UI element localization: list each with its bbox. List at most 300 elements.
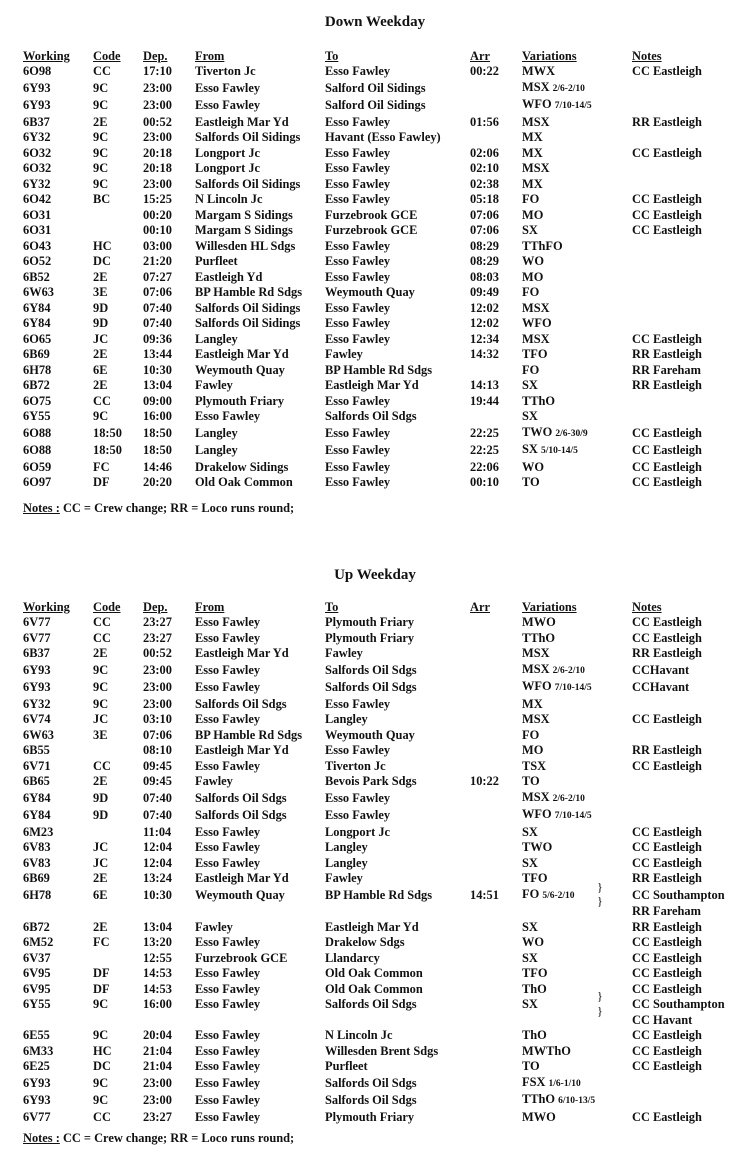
- cell-to: Tiverton Jc: [325, 758, 386, 773]
- cell-dep: 23:00: [143, 680, 172, 694]
- cell-code: 9C: [93, 80, 109, 95]
- cell-to: Esso Fawley: [325, 114, 391, 129]
- cell-arr: [470, 1044, 522, 1060]
- table-row: [23, 871, 738, 887]
- down-weekday-rows: [23, 64, 738, 491]
- cell-dep: 08:10: [143, 743, 172, 757]
- cell-dep: 13:04: [143, 378, 172, 392]
- up-weekday-table: [23, 600, 738, 1125]
- cell-working: 6M33: [23, 1043, 54, 1058]
- cell-to: Esso Fawley: [325, 176, 391, 191]
- down-notes-footnote: [23, 500, 294, 516]
- notes-label: Notes :: [23, 501, 60, 515]
- cell-arr: 10:22: [470, 774, 499, 788]
- variation-code: SX: [522, 950, 538, 965]
- cell-code: CC: [93, 758, 111, 773]
- cell-to: Salfords Oil Sdgs: [325, 1093, 417, 1107]
- cell-to: Willesden Brent Sdgs: [325, 1043, 439, 1058]
- cell-working: 6V71: [23, 758, 51, 773]
- cell-working: 6B72: [23, 919, 50, 934]
- cell-to: Esso Fawley: [325, 443, 391, 457]
- cell-arr: 01:56: [470, 114, 499, 129]
- cell-dep: 13:04: [143, 919, 172, 934]
- table-row: [23, 270, 738, 286]
- table-row: [23, 904, 738, 920]
- cell-arr: 14:13: [470, 378, 499, 392]
- cell-working: 6Y32: [23, 176, 51, 191]
- cell-arr: 00:10: [470, 475, 499, 489]
- table-row: [23, 935, 738, 951]
- header-dep: Dep.: [143, 49, 168, 63]
- table-header-row: [23, 49, 738, 64]
- cell-working: 6B69: [23, 871, 50, 885]
- table-row: [23, 1044, 738, 1060]
- cell-from: Esso Fawley: [195, 712, 261, 726]
- variation-code: MO: [522, 743, 544, 757]
- variation-code: MSX: [522, 331, 550, 346]
- cell-arr: 12:34: [470, 331, 499, 346]
- cell-code: 3E: [93, 727, 108, 742]
- variation-code: FSX: [522, 1074, 546, 1089]
- cell-dep: 00:20: [143, 207, 172, 222]
- cell-dep: 23:00: [143, 1075, 172, 1090]
- cell-to: Fawley: [325, 871, 363, 885]
- cell-variations: [522, 920, 632, 936]
- cell-from: Eastleigh Mar Yd: [195, 347, 289, 361]
- cell-from: Esso Fawley: [195, 981, 261, 996]
- cell-arr: [470, 712, 522, 728]
- cell-arr: 22:06: [470, 459, 499, 474]
- variation-code: WFO: [522, 316, 552, 330]
- table-row: [23, 920, 738, 936]
- cell-to: Plymouth Friary: [325, 1109, 415, 1124]
- cell-working: 6O32: [23, 161, 52, 175]
- cell-arr: [470, 130, 522, 146]
- cell-variations: [522, 285, 632, 301]
- cell-dep: [143, 1013, 195, 1029]
- cell-to: Eastleigh Mar Yd: [325, 378, 419, 392]
- cell-code: 9C: [93, 409, 109, 423]
- cell-to: Langley: [325, 855, 368, 870]
- header-variations: Variations: [522, 600, 577, 614]
- cell-from: Drakelow Sidings: [195, 459, 289, 474]
- cell-working: [23, 904, 93, 920]
- cell-to: Salfords Oil Sdgs: [325, 409, 417, 423]
- table-row: [23, 807, 738, 825]
- cell-variations: [522, 394, 632, 410]
- cell-working: 6B37: [23, 114, 50, 129]
- cell-variations: [522, 646, 632, 662]
- table-row: [23, 442, 738, 460]
- variation-code: TFO: [522, 347, 548, 361]
- cell-arr: [470, 1028, 522, 1044]
- notes-text: CC = Crew change; RR = Loco runs round;: [62, 501, 295, 515]
- cell-dep: 18:50: [143, 443, 172, 457]
- cell-variations: [522, 332, 632, 348]
- cell-variations: [522, 347, 632, 363]
- cell-from: Esso Fawley: [195, 758, 261, 773]
- cell-dep: 23:00: [143, 696, 172, 711]
- cell-code: [93, 904, 143, 920]
- cell-notes: [632, 97, 738, 115]
- cell-arr: 08:29: [470, 238, 499, 253]
- cell-working: 6M52: [23, 935, 54, 949]
- table-row: [23, 1075, 738, 1093]
- variation-dates: 2/6-2/10: [552, 793, 585, 804]
- cell-dep: 00:52: [143, 646, 172, 660]
- table-row: [23, 1092, 738, 1110]
- table-row: [23, 825, 738, 841]
- cell-dep: 20:20: [143, 475, 172, 489]
- variation-dates: 7/10-14/5: [554, 683, 592, 693]
- cell-working: 6O88: [23, 443, 52, 457]
- cell-from: Langley: [195, 443, 238, 457]
- cell-from: Esso Fawley: [195, 98, 261, 112]
- cell-arr: [470, 363, 522, 379]
- header-variations: Variations: [522, 49, 577, 63]
- cell-from: Weymouth Quay: [195, 362, 285, 377]
- cell-to: Fawley: [325, 646, 363, 660]
- header-from: From: [195, 600, 225, 614]
- variation-code: MSX: [522, 300, 550, 315]
- cell-notes: CC Eastleigh: [632, 64, 702, 78]
- cell-arr: [470, 80, 522, 98]
- cell-dep: 23:00: [143, 662, 172, 677]
- cell-notes: CC Eastleigh: [632, 475, 702, 489]
- cell-to: Furzebrook GCE: [325, 207, 418, 222]
- variation-code: FO: [522, 285, 540, 299]
- notes-text: CC = Crew change; RR = Loco runs round;: [62, 1131, 295, 1145]
- table-row: [23, 285, 738, 301]
- cell-code: [93, 825, 143, 841]
- cell-from: Esso Fawley: [195, 997, 261, 1011]
- cell-to: Salfords Oil Sdgs: [325, 680, 417, 694]
- cell-notes: [632, 807, 738, 825]
- cell-notes: [632, 774, 738, 790]
- cell-dep: 20:18: [143, 161, 172, 175]
- cell-notes: CC Eastleigh: [632, 840, 702, 854]
- cell-working: 6V77: [23, 615, 51, 629]
- cell-code: FC: [93, 459, 110, 474]
- cell-from: Esso Fawley: [195, 840, 261, 854]
- table-row: [23, 409, 738, 425]
- variation-code: TO: [522, 1059, 540, 1073]
- variation-code: SX: [522, 824, 538, 839]
- cell-variations: [522, 631, 632, 647]
- table-row: [23, 982, 738, 998]
- cell-arr: 22:25: [470, 425, 499, 440]
- cell-to: Esso Fawley: [325, 475, 391, 489]
- cell-from: Old Oak Common: [195, 475, 293, 489]
- cell-code: 2E: [93, 646, 108, 660]
- cell-from: Furzebrook GCE: [195, 950, 288, 965]
- variation-code: TThO: [522, 393, 556, 408]
- table-row: [23, 192, 738, 208]
- cell-variations: [522, 1110, 632, 1126]
- cell-dep: 11:04: [143, 824, 172, 839]
- cell-arr: [470, 920, 522, 936]
- cell-working: 6Y84: [23, 316, 51, 330]
- cell-working: 6B37: [23, 646, 50, 660]
- cell-to: Esso Fawley: [325, 393, 391, 408]
- cell-from: Esso Fawley: [195, 80, 261, 95]
- brace-6y55-a: }: [597, 989, 603, 1003]
- cell-working: 6B65: [23, 774, 50, 788]
- cell-variations: [522, 825, 632, 841]
- cell-to: Esso Fawley: [325, 269, 391, 284]
- cell-code: DF: [93, 981, 110, 996]
- cell-from: Margam S Sidings: [195, 207, 293, 222]
- cell-dep: 12:04: [143, 840, 172, 854]
- cell-working: 6O43: [23, 238, 52, 253]
- cell-from: Margam S Sidings: [195, 223, 293, 237]
- cell-variations: [522, 442, 632, 460]
- cell-dep: 23:00: [143, 1093, 172, 1107]
- brace-6y55-b: }: [597, 1004, 603, 1018]
- table-row: [23, 646, 738, 662]
- cell-code: 9C: [93, 161, 109, 175]
- cell-variations: [522, 887, 632, 905]
- cell-arr: [470, 935, 522, 951]
- cell-notes: [632, 161, 738, 177]
- table-row: [23, 363, 738, 379]
- cell-code: JC: [93, 855, 109, 870]
- cell-variations: [522, 615, 632, 631]
- variation-dates: 5/6-2/10: [542, 890, 575, 901]
- cell-code: CC: [93, 393, 111, 408]
- variation-code: FO: [522, 886, 540, 901]
- cell-working: 6V77: [23, 630, 51, 645]
- cell-variations: [522, 80, 632, 98]
- cell-to: Esso Fawley: [325, 145, 391, 160]
- cell-variations: [522, 1028, 632, 1044]
- cell-code: 9C: [93, 1075, 109, 1090]
- cell-arr: 09:49: [470, 285, 499, 299]
- cell-to: Esso Fawley: [325, 808, 391, 822]
- header-from: From: [195, 49, 225, 63]
- cell-dep: 14:53: [143, 981, 172, 996]
- cell-arr: [470, 615, 522, 631]
- cell-working: 6Y93: [23, 662, 51, 677]
- cell-to: Old Oak Common: [325, 981, 423, 996]
- cell-arr: [470, 871, 522, 887]
- cell-from: Langley: [195, 425, 238, 440]
- cell-variations: [522, 460, 632, 476]
- variation-code: SX: [522, 442, 538, 456]
- cell-notes: CC Eastleigh: [632, 443, 702, 457]
- cell-notes: CC Havant: [632, 1012, 693, 1027]
- cell-variations: [522, 115, 632, 131]
- cell-dep: 07:06: [143, 285, 172, 299]
- cell-variations: [522, 363, 632, 379]
- cell-working: 6Y93: [23, 680, 51, 694]
- variation-code: MO: [522, 207, 544, 222]
- cell-from: Esso Fawley: [195, 1043, 261, 1058]
- cell-arr: [470, 728, 522, 744]
- table-row: [23, 840, 738, 856]
- cell-from: Eastleigh Yd: [195, 269, 263, 284]
- table-row: [23, 728, 738, 744]
- table-row: [23, 64, 738, 80]
- cell-from: Eastleigh Mar Yd: [195, 871, 289, 885]
- cell-arr: [470, 1110, 522, 1126]
- variation-dates: 2/6-30/9: [555, 428, 588, 439]
- cell-arr: [470, 982, 522, 998]
- cell-variations: [522, 935, 632, 951]
- cell-notes: CC Eastleigh: [632, 935, 702, 949]
- cell-dep: 09:45: [143, 774, 172, 788]
- cell-to: Bevois Park Sdgs: [325, 774, 417, 788]
- table-row: [23, 887, 738, 905]
- cell-variations: [522, 904, 632, 920]
- table-row: [23, 80, 738, 98]
- variation-code: ThO: [522, 1028, 547, 1042]
- cell-from: Tiverton Jc: [195, 64, 256, 78]
- cell-arr: 00:22: [470, 64, 499, 78]
- variation-code: SX: [522, 997, 538, 1011]
- variation-code: SX: [522, 409, 538, 423]
- cell-working: 6O88: [23, 425, 52, 440]
- cell-working: 6Y32: [23, 696, 51, 711]
- cell-to: Salford Oil Sidings: [325, 98, 426, 112]
- cell-to: BP Hamble Rd Sdgs: [325, 887, 433, 902]
- cell-variations: [522, 807, 632, 825]
- cell-working: 6Y93: [23, 80, 51, 95]
- cell-variations: [522, 475, 632, 491]
- cell-working: 6O42: [23, 192, 52, 206]
- header-code: Code: [93, 49, 121, 63]
- cell-from: Esso Fawley: [195, 966, 261, 980]
- header-notes: Notes: [632, 600, 662, 614]
- cell-dep: 17:10: [143, 64, 172, 78]
- cell-to: Esso Fawley: [325, 316, 391, 330]
- cell-notes: CC Eastleigh: [632, 459, 702, 474]
- cell-notes: CC Eastleigh: [632, 712, 702, 726]
- cell-arr: 02:06: [470, 145, 499, 160]
- variation-code: WO: [522, 935, 545, 949]
- cell-arr: [470, 759, 522, 775]
- cell-from: Esso Fawley: [195, 855, 261, 870]
- cell-to: Esso Fawley: [325, 238, 391, 253]
- variation-code: TThO: [522, 1092, 556, 1106]
- cell-notes: [632, 394, 738, 410]
- cell-notes: RR Eastleigh: [632, 347, 702, 361]
- cell-to: Esso Fawley: [325, 459, 391, 474]
- cell-arr: [470, 631, 522, 647]
- cell-arr: [470, 1013, 522, 1029]
- cell-notes: [632, 270, 738, 286]
- cell-variations: [522, 192, 632, 208]
- variation-code: MSX: [522, 79, 550, 94]
- variation-code: MX: [522, 145, 543, 160]
- cell-notes: CC Southampton: [632, 997, 725, 1011]
- cell-dep: 21:04: [143, 1059, 172, 1073]
- cell-to: Esso Fawley: [325, 254, 391, 268]
- cell-arr: [470, 951, 522, 967]
- variation-code: TThO: [522, 630, 556, 645]
- variation-code: MWThO: [522, 1043, 571, 1058]
- up-notes-footnote: [23, 1130, 294, 1146]
- cell-code: CC: [93, 64, 111, 78]
- cell-working: 6O98: [23, 64, 52, 78]
- table-row: [23, 790, 738, 808]
- cell-working: 6Y55: [23, 997, 51, 1011]
- variation-code: WFO: [522, 807, 552, 821]
- cell-arr: [470, 1059, 522, 1075]
- variation-code: TO: [522, 475, 540, 489]
- cell-dep: 23:00: [143, 80, 172, 95]
- cell-working: 6B52: [23, 269, 50, 284]
- cell-from: Willesden HL Sdgs: [195, 238, 296, 253]
- cell-code: [93, 743, 143, 759]
- cell-code: HC: [93, 238, 112, 253]
- cell-notes: [632, 239, 738, 255]
- cell-notes: [632, 1092, 738, 1110]
- variation-code: MSX: [522, 114, 550, 129]
- cell-variations: [522, 254, 632, 270]
- table-row: [23, 475, 738, 491]
- cell-dep: 07:40: [143, 808, 172, 822]
- table-row: [23, 743, 738, 759]
- cell-to: Llandarcy: [325, 950, 380, 965]
- cell-dep: 07:40: [143, 300, 172, 315]
- cell-code: 2E: [93, 919, 108, 934]
- brace-6h78-a: }: [597, 880, 603, 894]
- cell-dep: 09:45: [143, 758, 172, 773]
- cell-code: 2E: [93, 871, 108, 885]
- cell-dep: 20:18: [143, 145, 172, 160]
- cell-to: Longport Jc: [325, 824, 391, 839]
- table-row: [23, 966, 738, 982]
- cell-code: 9D: [93, 300, 109, 315]
- variation-code: TFO: [522, 966, 548, 980]
- table-row: [23, 208, 738, 224]
- cell-from: Esso Fawley: [195, 662, 261, 677]
- cell-variations: [522, 662, 632, 680]
- header-arr: Arr: [470, 49, 490, 63]
- cell-dep: 07:40: [143, 316, 172, 330]
- cell-code: JC: [93, 712, 109, 726]
- cell-code: 9C: [93, 176, 109, 191]
- table-row: [23, 631, 738, 647]
- variation-code: TWO: [522, 840, 553, 854]
- table-row: [23, 1059, 738, 1075]
- cell-working: 6V77: [23, 1109, 51, 1124]
- cell-notes: CC Eastleigh: [632, 855, 702, 870]
- variation-code: TSX: [522, 758, 547, 773]
- cell-notes: CC Eastleigh: [632, 1028, 702, 1042]
- cell-notes: CC Eastleigh: [632, 966, 702, 980]
- variation-code: MSX: [522, 646, 550, 660]
- variation-code: MSX: [522, 161, 550, 175]
- cell-notes: CC Eastleigh: [632, 1043, 702, 1058]
- cell-to: Langley: [325, 840, 368, 854]
- cell-dep: 21:04: [143, 1043, 172, 1058]
- cell-arr: 02:10: [470, 161, 499, 175]
- table-row: [23, 161, 738, 177]
- cell-dep: 23:27: [143, 630, 172, 645]
- cell-working: 6E25: [23, 1059, 50, 1073]
- table-row: [23, 177, 738, 193]
- cell-variations: [522, 64, 632, 80]
- table-row: [23, 1013, 738, 1029]
- table-row: [23, 254, 738, 270]
- header-dep: Dep.: [143, 600, 168, 614]
- variation-code: WFO: [522, 97, 552, 111]
- cell-working: [23, 1013, 93, 1029]
- table-row: [23, 223, 738, 239]
- cell-working: 6O52: [23, 254, 52, 268]
